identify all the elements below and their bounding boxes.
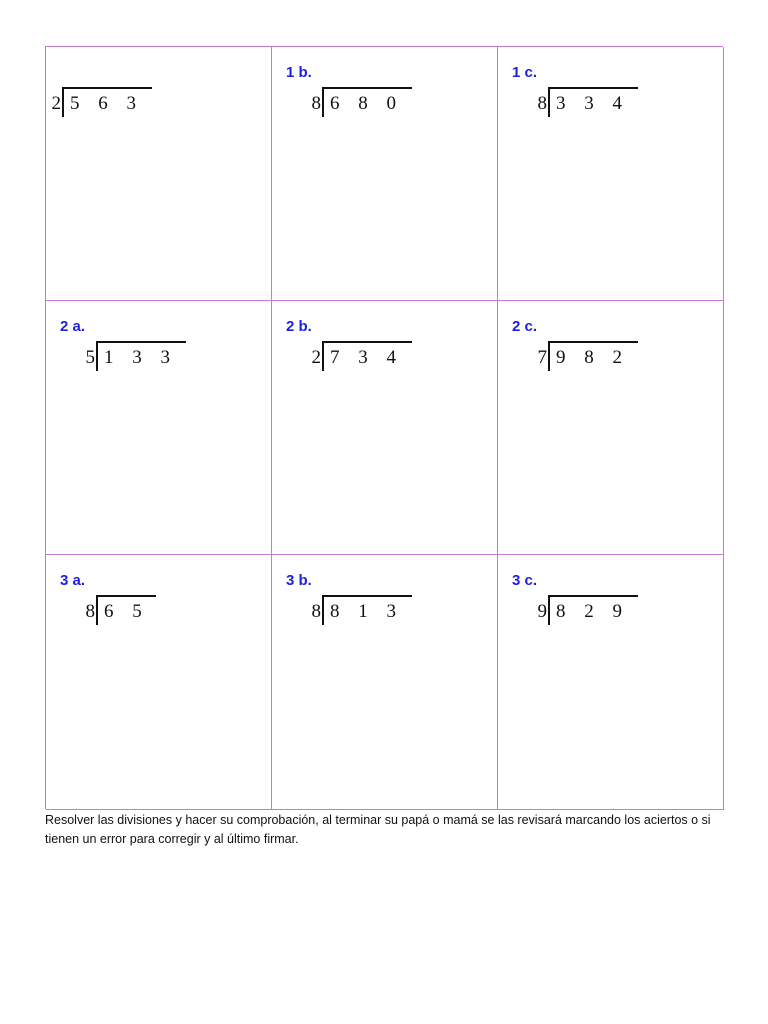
problem-label: 1 c. <box>512 64 538 81</box>
problem-cell-1c <box>498 47 724 301</box>
divisor: 8 <box>85 601 95 622</box>
dividend: 8 2 9 <box>556 601 629 622</box>
divisor: 9 <box>537 601 547 622</box>
problem-label: 3 c. <box>512 572 538 589</box>
problem-cell-2a <box>46 301 272 555</box>
problem-cell-3b <box>272 555 498 810</box>
division-grid <box>45 46 723 809</box>
instructions-text: Resolver las divisiones y hacer su comprobación, al terminar su papá o mamá se las revisará marcando los aciertos o si tienen un error para corregir y al último firmar. <box>45 813 711 846</box>
problem-cell-2c <box>498 301 724 555</box>
dividend: 1 3 3 <box>104 347 177 368</box>
dividend: 3 3 4 <box>556 93 629 114</box>
problem-label: 1 b. <box>286 64 312 81</box>
divisor: 8 <box>311 93 321 114</box>
problem-cell-2b <box>272 301 498 555</box>
divisor: 2 <box>51 93 61 114</box>
divisor: 8 <box>537 93 547 114</box>
dividend: 6 8 0 <box>330 93 403 114</box>
dividend: 9 8 2 <box>556 347 629 368</box>
problem-cell-3c <box>498 555 724 810</box>
dividend: 8 1 3 <box>330 601 403 622</box>
divisor: 2 <box>311 347 321 368</box>
problem-label: 2 a. <box>60 318 86 335</box>
divisor: 7 <box>537 347 547 368</box>
problem-cell-1b <box>272 47 498 301</box>
problem-label: 3 b. <box>286 572 312 589</box>
problem-cell-1a <box>46 47 272 301</box>
dividend: 7 3 4 <box>330 347 403 368</box>
dividend: 5 6 3 <box>70 93 143 114</box>
problem-cell-3a <box>46 555 272 810</box>
divisor: 5 <box>85 347 95 368</box>
dividend: 6 5 <box>104 601 149 622</box>
problem-label: 2 c. <box>512 318 538 335</box>
problem-label: 2 b. <box>286 318 312 335</box>
problem-label: 3 a. <box>60 572 86 589</box>
divisor: 8 <box>311 601 321 622</box>
